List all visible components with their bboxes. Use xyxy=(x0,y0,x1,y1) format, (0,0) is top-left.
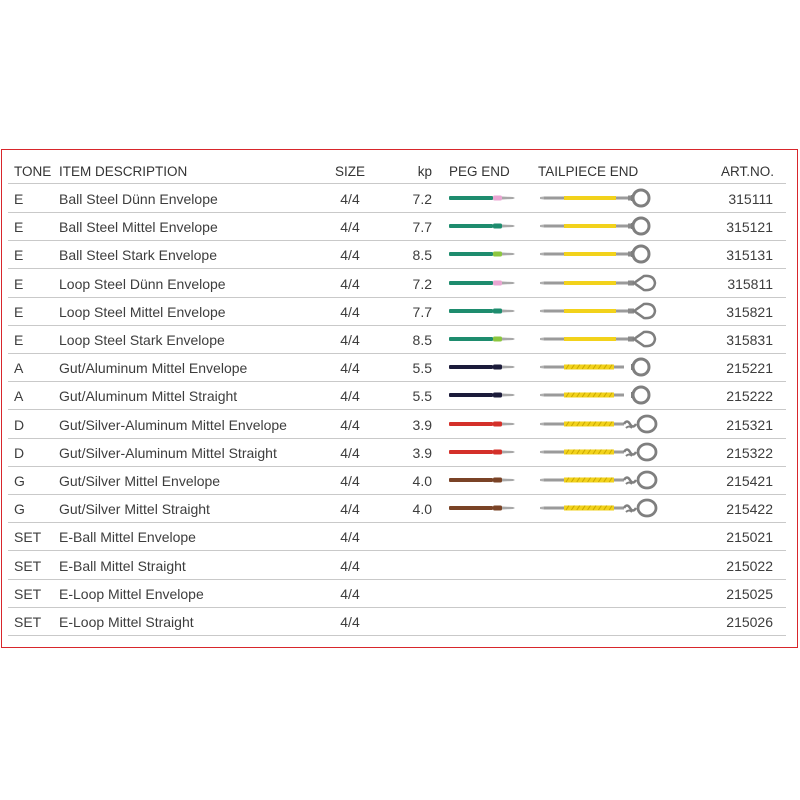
peg-end-icon xyxy=(449,304,519,318)
description-cell: E-Ball Mittel Straight xyxy=(59,557,186,574)
art-no-cell: 215021 xyxy=(726,529,773,546)
table-row xyxy=(8,353,786,382)
peg-end-icon xyxy=(449,388,519,402)
col-header-tone: TONE xyxy=(14,164,52,179)
description-cell: Gut/Silver-Aluminum Mittel Straight xyxy=(59,444,277,461)
peg-end-icon xyxy=(449,247,519,261)
kp-cell: 4.0 xyxy=(412,473,432,489)
peg-end-icon xyxy=(449,501,519,515)
tone-cell: E xyxy=(14,191,24,207)
col-header-description: ITEM DESCRIPTION xyxy=(59,164,188,179)
table-row xyxy=(8,212,786,241)
tailpiece-end-icon xyxy=(538,327,658,351)
tone-cell: SET xyxy=(14,614,42,630)
tone-cell: SET xyxy=(14,529,42,546)
tone-cell: G xyxy=(14,473,25,489)
table-header xyxy=(0,158,786,186)
art-no-cell: 215322 xyxy=(726,444,773,461)
tailpiece-end-icon xyxy=(538,468,658,492)
size-cell: 4/4 xyxy=(340,360,360,377)
table-row xyxy=(8,579,786,608)
kp-cell: 3.9 xyxy=(412,444,432,461)
size-cell: 4/4 xyxy=(340,247,360,264)
table-row xyxy=(8,381,786,410)
table-row xyxy=(8,494,786,523)
size-cell: 4/4 xyxy=(340,585,360,602)
size-cell: 4/4 xyxy=(340,388,360,405)
tone-cell: D xyxy=(14,444,25,461)
tailpiece-end-icon xyxy=(538,186,658,210)
size-cell: 4/4 xyxy=(340,191,360,207)
table-row xyxy=(8,410,786,439)
tone-cell: D xyxy=(14,416,25,433)
table-row xyxy=(8,607,786,636)
size-cell: 4/4 xyxy=(340,303,360,320)
peg-end-icon xyxy=(449,360,519,374)
size-cell: 4/4 xyxy=(340,501,360,518)
description-cell: E-Ball Mittel Envelope xyxy=(59,529,196,546)
art-no-cell: 215422 xyxy=(726,501,773,518)
art-no-cell: 215025 xyxy=(726,585,773,602)
description-cell: E-Loop Mittel Envelope xyxy=(59,585,204,602)
art-no-cell: 215022 xyxy=(726,557,773,574)
kp-cell: 3.9 xyxy=(412,416,432,433)
art-no-cell: 315811 xyxy=(727,275,773,292)
description-cell: Ball Steel Mittel Envelope xyxy=(59,219,218,236)
table-row xyxy=(8,466,786,495)
art-no-cell: 215321 xyxy=(726,416,773,433)
table-row xyxy=(8,269,786,298)
tailpiece-end-icon xyxy=(538,355,658,379)
tailpiece-end-icon xyxy=(538,299,658,323)
description-cell: Gut/Silver Mittel Envelope xyxy=(59,473,221,489)
col-header-peg-end: PEG END xyxy=(449,164,510,179)
tailpiece-end-icon xyxy=(538,242,658,266)
size-cell: 4/4 xyxy=(340,614,360,630)
art-no-cell: 215221 xyxy=(726,360,773,377)
description-cell: Loop Steel Dünn Envelope xyxy=(59,275,226,292)
tailpiece-end-icon xyxy=(538,440,658,464)
art-no-cell: 315831 xyxy=(726,332,773,348)
kp-cell: 7.7 xyxy=(412,219,432,236)
col-header-kp: kp xyxy=(417,164,432,179)
peg-end-icon xyxy=(449,191,519,205)
art-no-cell: 215222 xyxy=(726,388,773,405)
kp-cell: 4.0 xyxy=(412,501,432,518)
tone-cell: E xyxy=(14,247,24,264)
description-cell: Gut/Aluminum Mittel Envelope xyxy=(59,360,248,377)
peg-end-icon xyxy=(449,417,519,431)
tone-cell: E xyxy=(14,219,24,236)
tailpiece-end-icon xyxy=(538,383,658,407)
table-row xyxy=(8,551,786,580)
kp-cell: 8.5 xyxy=(412,332,432,348)
size-cell: 4/4 xyxy=(340,444,360,461)
tailpiece-end-icon xyxy=(538,271,658,295)
size-cell: 4/4 xyxy=(340,529,360,546)
peg-end-icon xyxy=(449,445,519,459)
art-no-cell: 315121 xyxy=(726,219,773,236)
peg-end-icon xyxy=(449,332,519,346)
peg-end-icon xyxy=(449,276,519,290)
size-cell: 4/4 xyxy=(340,557,360,574)
tone-cell: A xyxy=(14,388,24,405)
table-row xyxy=(8,438,786,467)
kp-cell: 7.2 xyxy=(412,191,432,207)
col-header-art-no: ART.NO. xyxy=(720,164,774,179)
kp-cell: 5.5 xyxy=(412,360,432,377)
peg-end-icon xyxy=(449,219,519,233)
kp-cell: 7.7 xyxy=(412,303,432,320)
tone-cell: E xyxy=(14,332,24,348)
size-cell: 4/4 xyxy=(340,332,360,348)
tone-cell: G xyxy=(14,501,25,518)
tailpiece-end-icon xyxy=(538,496,658,520)
art-no-cell: 315821 xyxy=(726,303,773,320)
col-header-size: SIZE xyxy=(335,164,366,179)
tone-cell: A xyxy=(14,360,24,377)
description-cell: Ball Steel Dünn Envelope xyxy=(59,191,218,207)
size-cell: 4/4 xyxy=(340,416,360,433)
art-no-cell: 315131 xyxy=(726,247,773,264)
col-header-tailpiece-end: TAILPIECE END xyxy=(538,164,639,179)
kp-cell: 7.2 xyxy=(412,275,432,292)
description-cell: E-Loop Mittel Straight xyxy=(59,614,194,630)
description-cell: Ball Steel Stark Envelope xyxy=(59,247,217,264)
description-cell: Loop Steel Stark Envelope xyxy=(59,332,225,348)
table-row xyxy=(8,522,786,551)
description-cell: Loop Steel Mittel Envelope xyxy=(59,303,226,320)
size-cell: 4/4 xyxy=(340,219,360,236)
description-cell: Gut/Aluminum Mittel Straight xyxy=(59,388,238,405)
tailpiece-end-icon xyxy=(538,412,658,436)
table-row xyxy=(8,184,786,213)
art-no-cell: 315111 xyxy=(728,191,773,207)
table-row xyxy=(8,325,786,354)
kp-cell: 5.5 xyxy=(412,388,432,405)
art-no-cell: 215421 xyxy=(726,473,773,489)
tailpiece-end-icon xyxy=(538,214,658,238)
table-row xyxy=(8,240,786,269)
description-cell: Gut/Silver-Aluminum Mittel Envelope xyxy=(59,416,287,433)
peg-end-icon xyxy=(449,473,519,487)
size-cell: 4/4 xyxy=(340,275,360,292)
size-cell: 4/4 xyxy=(340,473,360,489)
tone-cell: SET xyxy=(14,585,42,602)
description-cell: Gut/Silver Mittel Straight xyxy=(59,501,210,518)
tone-cell: E xyxy=(14,275,24,292)
kp-cell: 8.5 xyxy=(412,247,432,264)
art-no-cell: 215026 xyxy=(726,614,773,630)
tone-cell: E xyxy=(14,303,24,320)
table-row xyxy=(8,297,786,326)
tone-cell: SET xyxy=(14,557,42,574)
